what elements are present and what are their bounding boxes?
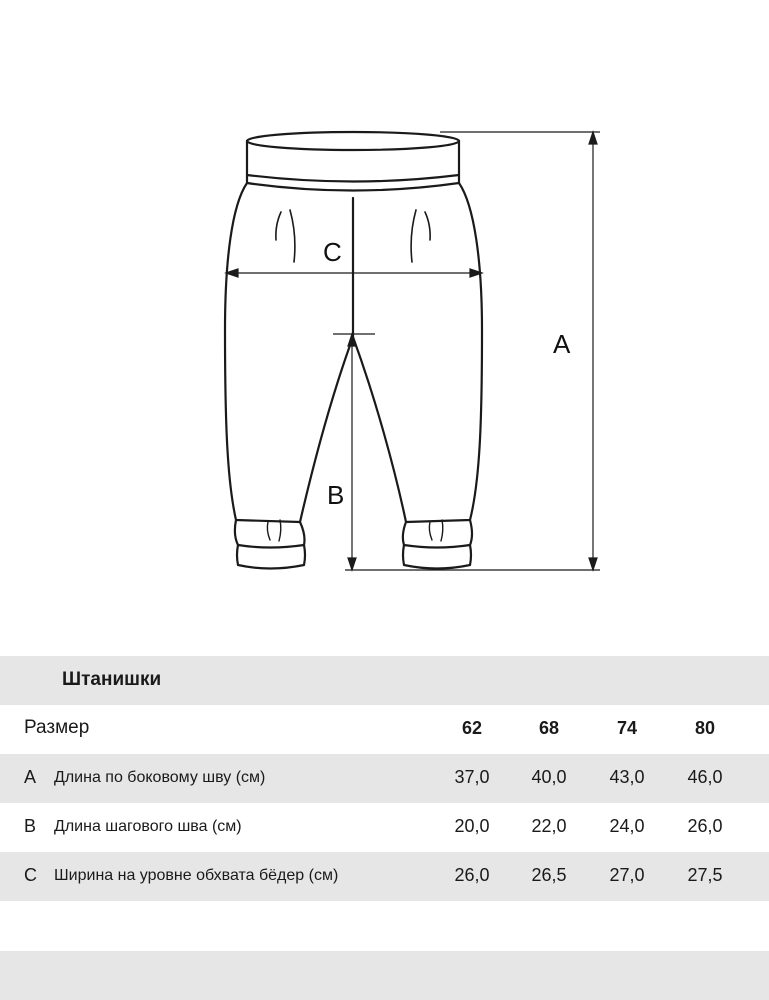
table-title: Штанишки xyxy=(62,669,162,690)
row-value: 24,0 xyxy=(609,816,645,836)
label-b: B xyxy=(327,480,345,510)
row-value: 26,0 xyxy=(454,865,490,885)
size-62: 62 xyxy=(461,718,483,738)
label-c: C xyxy=(323,237,342,267)
row-value: 26,0 xyxy=(687,816,723,836)
row-value: 40,0 xyxy=(531,767,567,787)
table-row xyxy=(0,754,769,803)
right-cuff xyxy=(403,545,471,569)
row-value: 22,0 xyxy=(531,816,567,836)
row-description: Ширина на уровне обхвата бёдер (см) xyxy=(54,867,339,884)
row-value: 20,0 xyxy=(454,816,490,836)
table-row xyxy=(0,803,769,852)
size-80: 80 xyxy=(694,718,716,738)
waistband-top xyxy=(247,132,459,150)
row-description: Длина по боковому шву (см) xyxy=(54,769,266,786)
size-68: 68 xyxy=(538,718,560,738)
row-value: 37,0 xyxy=(454,767,490,787)
size-74: 74 xyxy=(616,718,638,738)
left-cuff xyxy=(237,545,305,569)
size-table xyxy=(0,656,769,901)
row-key: C xyxy=(24,865,37,885)
row-value: 26,5 xyxy=(531,865,567,885)
row-value: 27,5 xyxy=(687,865,723,885)
row-key: A xyxy=(24,767,37,787)
table-title-row xyxy=(0,656,769,705)
label-a: A xyxy=(553,329,571,359)
row-value: 43,0 xyxy=(609,767,645,787)
row-description: Длина шагового шва (см) xyxy=(54,818,242,835)
size-header-label: Размер xyxy=(24,717,90,738)
table-row xyxy=(0,852,769,901)
footer-band xyxy=(0,951,769,1000)
row-key: B xyxy=(24,816,37,836)
row-value: 46,0 xyxy=(687,767,723,787)
row-value: 27,0 xyxy=(609,865,645,885)
size-header-row xyxy=(0,705,769,754)
